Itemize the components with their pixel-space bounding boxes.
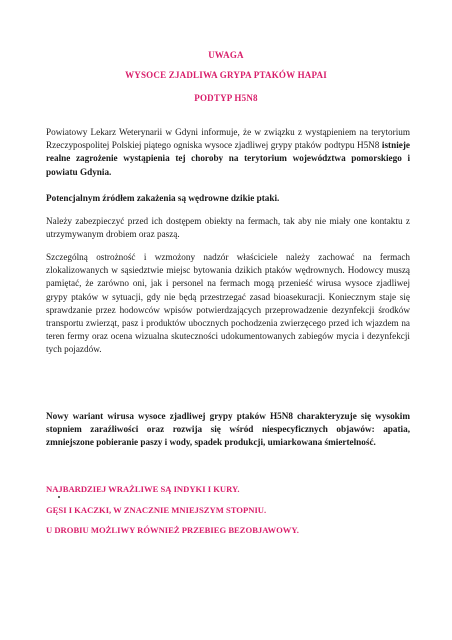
note-geese-ducks: GĘSI I KACZKI, W ZNACZNIE MNIEJSZYM STOPNIU. bbox=[46, 505, 267, 515]
paragraph-symptoms: Nowy wariant wirusa wysoce zjadliwej grypy ptaków H5N8 charakteryzuje się wysokim stopniem zaraźliwości oraz rozwija się wśród niespecyficznych objawów: apatia, zmniejszone pobieranie paszy i wody, spadek produkcji, umiarkowana śmiertelność. bbox=[46, 411, 410, 448]
header-title: WYSOCE ZJADLIWA GRYPA PTAKÓW HAPAI bbox=[125, 70, 327, 80]
bullet-dot bbox=[58, 496, 60, 498]
announcement-threat: istnieje realne zagrożenie wystąpienia tej choroby na terytorium województwa pomorskiego i powiatu Gdynia. bbox=[46, 140, 410, 177]
header-subtype: PODTYP H5N8 bbox=[194, 93, 258, 103]
paragraph-source: Potencjalnym źródłem zakażenia są wędrowne dzikie ptaki. bbox=[46, 193, 280, 203]
note-asymptomatic: U DROBIU MOŻLIWY RÓWNIEŻ PRZEBIEG BEZOBJAWOWY. bbox=[46, 525, 299, 535]
paragraph-biosecurity: Szczególną ostrożność i wzmożony nadzór właściciele należy zachować na fermach zlokalizowanych w sąsiedztwie miejsc bytowania dzikich ptaków wędrownych. Hodowcy muszą pamiętać, że zarówno oni, jak i personel na fermach mogą przenieść wirusa wysoce zjadliwej grypy ptaków w sytuacji, gdy nie będą przestrzegać zasad bioasekuracji. Koniecznym staje się sprawdzanie przez hodowców wpisów potwierdzających przeprowadzenie dezynfekcji środków transportu zwierząt, pasz i produktów ubocznych pochodzenia zwierzęcego przed ich wjazdem na teren fermy oraz ocena wizualna skuteczności udokumentowanych zabiegów mycia i dezynfekcji tych pojazdów. bbox=[46, 252, 410, 355]
paragraph-announcement bbox=[46, 126, 410, 179]
paragraph-protection: Należy zabezpieczyć przed ich dostępem obiekty na fermach, tak aby nie miały one kontaktu z utrzymywanym drobiem oraz paszą. bbox=[46, 216, 410, 240]
announcement-text: Powiatowy Lekarz Weterynarii w Gdyni informuje, że w związku z wystąpieniem na terytorium Rzeczypospolitej Polskiej piątego ogniska wysoce zjadliwej grypy ptaków podtypu H5N8 bbox=[46, 127, 410, 151]
header-warning: UWAGA bbox=[208, 50, 244, 60]
note-most-susceptible: NAJBARDZIEJ WRAŻLIWE SĄ INDYKI I KURY. bbox=[46, 484, 240, 494]
